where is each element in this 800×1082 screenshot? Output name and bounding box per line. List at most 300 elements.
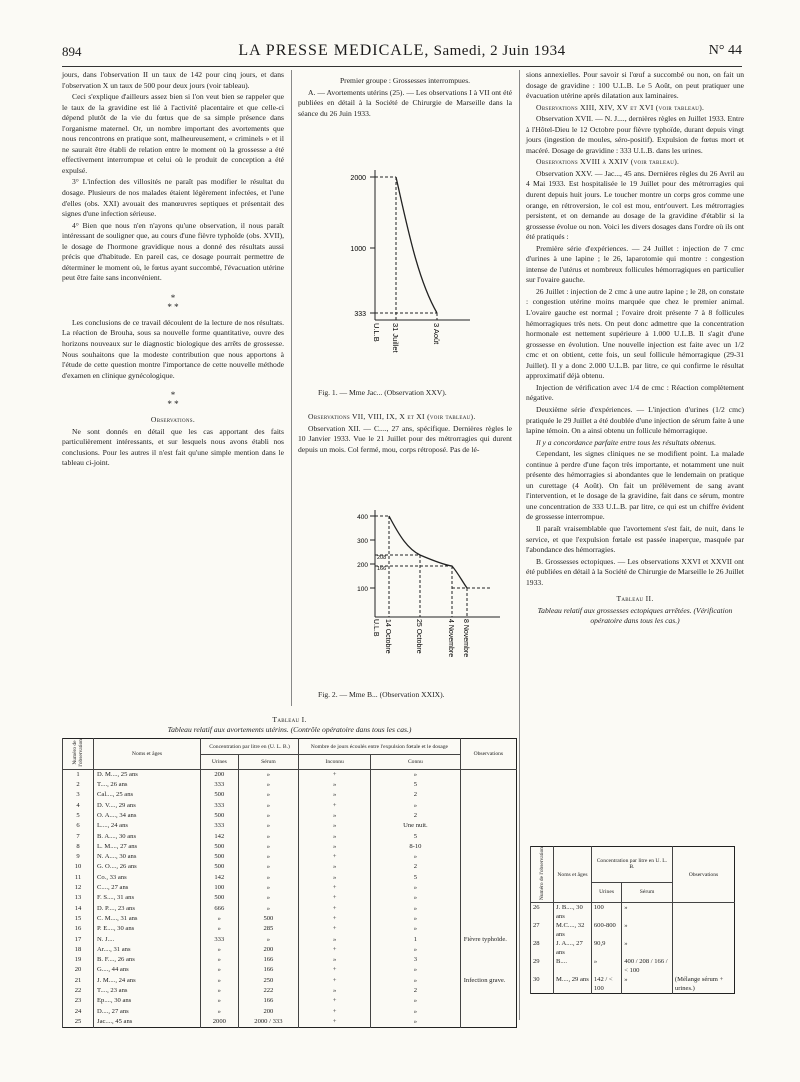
table-cell: [672, 903, 734, 922]
table-cell: C. M...., 31 ans: [94, 914, 201, 924]
table-cell: Co., 33 ans: [94, 873, 201, 883]
paragraph: Première série d'expériences. — 24 Juillet : injection de 7 cmc d'urines à une lapine ; le 26, laparotomie qui montre : congestion intense de l'utérus et nombreux follicules hémorragiques en particulier sur l'ovaire gauche.: [526, 243, 744, 285]
paragraph: Il paraît vraisemblable que l'avortement s'est fait, de nuit, dans le service, et que l'expulsion fœtale est passée inaperçue, masquée par l'abondance des hémorragies.: [526, 523, 744, 555]
table-cell: »: [299, 821, 371, 831]
table-cell: 22: [63, 986, 94, 996]
table-cell: +: [299, 903, 371, 913]
column-header: Connu: [371, 755, 461, 769]
table-cell: +: [299, 893, 371, 903]
table-cell: 18: [63, 945, 94, 955]
table-cell: [460, 790, 516, 800]
table-cell: »: [201, 945, 239, 955]
table-cell: »: [238, 883, 299, 893]
table-cell: 285: [238, 924, 299, 934]
table-cell: [672, 957, 734, 975]
table-row: [63, 903, 517, 913]
table-cell: 333: [201, 934, 239, 944]
table-cell: 8: [63, 842, 94, 852]
column-divider: [519, 70, 520, 1020]
table-cell: Ep...., 30 ans: [94, 996, 201, 1006]
table-cell: »: [371, 945, 461, 955]
table-cell: »: [201, 986, 239, 996]
table-cell: 142 / < 100: [591, 975, 621, 994]
table-row: [63, 986, 517, 996]
table-row: [63, 769, 517, 780]
table-cell: 5: [63, 811, 94, 821]
table-cell: 9: [63, 852, 94, 862]
table-row: [63, 811, 517, 821]
table-cell: 200: [238, 1006, 299, 1016]
paragraph: jours, dans l'observation II un taux de 142 pour cinq jours, et dans l'observation X un taux de 500 pour deux jours (voir tableau).: [62, 70, 284, 90]
paragraph: B. Grossesses ectopiques. — Les observations XXVI et XXVII ont été publiées en détail à la Société de Chirurgie de Marseille le 26 Juillet 1933.: [526, 556, 744, 587]
column-header: Noms et âges: [94, 739, 201, 770]
table-cell: 100: [591, 903, 621, 922]
table-row: [63, 821, 517, 831]
table-cell: 500: [201, 893, 239, 903]
table-cell: [460, 831, 516, 841]
table-cell: »: [238, 842, 299, 852]
table-cell: D. P...., 23 ans: [94, 903, 201, 913]
table-cell: [460, 945, 516, 955]
table-cell: 400 / 208 / 166 / < 100: [622, 957, 673, 975]
table-row: [63, 965, 517, 975]
table-cell: »: [299, 842, 371, 852]
table-row: [63, 852, 517, 862]
table-cell: T...., 26 ans: [94, 780, 201, 790]
table-cell: 16: [63, 924, 94, 934]
table-cell: »: [299, 811, 371, 821]
table-row: [63, 934, 517, 944]
table-cell: +: [299, 1006, 371, 1016]
column-divider: [291, 70, 292, 706]
table-cell: »: [371, 924, 461, 934]
table-row: [63, 873, 517, 883]
table-row: [531, 975, 735, 994]
table-cell: 26: [531, 903, 554, 922]
table-cell: 250: [238, 976, 299, 986]
table-row: [63, 790, 517, 800]
tick-label: 100: [357, 586, 368, 593]
table-cell: O. A...., 34 ans: [94, 811, 201, 821]
table-cell: [460, 986, 516, 996]
table-cell: [460, 852, 516, 862]
table-cell: +: [299, 924, 371, 934]
table-cell: [460, 914, 516, 924]
table-cell: »: [238, 852, 299, 862]
paragraph: Observations VII, VIII, IX, X et XI (voir tableau).: [308, 412, 476, 421]
column-3: [526, 70, 744, 628]
table-cell: 15: [63, 914, 94, 924]
table-cell: »: [238, 790, 299, 800]
table-cell: M...., 29 ans: [554, 975, 592, 994]
table-cell: »: [201, 955, 239, 965]
table-cell: Jac...., 45 ans: [94, 1017, 201, 1028]
table-cell: »: [238, 780, 299, 790]
table-cell: 500: [201, 842, 239, 852]
column-header: Nombre de jours écoulés entre l'expulsion fœtale et le dosage: [299, 739, 461, 755]
table-cell: »: [238, 903, 299, 913]
tick-label: 1000: [350, 246, 366, 253]
table-1-title: Tableau I. Tableau relatif aux avortements utérins. (Contrôle opératoire dans tous les cas.): [167, 715, 412, 734]
table-cell: B. A...., 30 ans: [94, 831, 201, 841]
tick-label: 300: [357, 538, 368, 545]
table-2-title: Tableau II.: [616, 594, 654, 604]
table-cell: 20: [63, 965, 94, 975]
section-title: Observations.: [150, 415, 196, 425]
table-cell: G...., 44 ans: [94, 965, 201, 975]
column-header: Observations: [672, 847, 734, 903]
tick-label: U.L.B: [372, 619, 379, 637]
table-cell: »: [371, 996, 461, 1006]
table-cell: »: [299, 790, 371, 800]
table-cell: 2: [63, 780, 94, 790]
table-cell: 333: [201, 780, 239, 790]
table-cell: [460, 821, 516, 831]
table-cell: 24: [63, 1006, 94, 1016]
table-cell: +: [299, 976, 371, 986]
paragraph: 4° Bien que nous n'en n'ayons qu'une observation, il nous paraît intéressant de souligner que, au cours d'une fièvre typhoïde (obs. XVII), le dosage de l'hormone gravidique nous a donné des résultats aussi précis que d'habitude. En pareil cas, ce dosage pourrait permettre de déterminer le moment où, le fœtus ayant succombé, l'évacuation utérine peut être faite sans inconvénient.: [62, 220, 284, 283]
table-cell: »: [201, 914, 239, 924]
table-cell: +: [299, 1017, 371, 1028]
table-cell: +: [299, 769, 371, 780]
page-header: [62, 42, 742, 64]
column-header: Concentration par litre en (U. L. B.): [201, 739, 299, 755]
table-cell: »: [299, 986, 371, 996]
column-header: Inconnu: [299, 755, 371, 769]
table-cell: »: [622, 975, 673, 994]
column-header: Urines: [201, 755, 239, 769]
paragraph: Injection de vérification avec 1/4 de cmc : Réaction complètement négative.: [526, 382, 744, 403]
table-cell: 28: [531, 939, 554, 957]
column-header: Sérum: [622, 882, 673, 902]
table-cell: [460, 801, 516, 811]
table-row: [63, 996, 517, 1006]
table-cell: »: [299, 934, 371, 944]
table-cell: »: [238, 862, 299, 872]
table-cell: [460, 1017, 516, 1028]
table-row: [63, 831, 517, 841]
table-cell: 29: [531, 957, 554, 975]
table-cell: »: [238, 873, 299, 883]
paragraph: Cependant, les signes cliniques ne se modifient point. La malade continue à perdre d'une façon très importante, et notamment une nuit présente des hémorragies si abondantes que le lendemain on pratique un curettage (4 Août). On fait un prélèvement de sang avant l'intervention, et le dosage de la gravidine, fait dans ce sérum, montre une concentration de 333 U.L.B. par litre, ce qui est un chiffre évident de grossesse interrompue.: [526, 449, 744, 522]
column-header: Numéro de l'observation: [531, 847, 554, 903]
table-cell: 10: [63, 862, 94, 872]
table-cell: »: [371, 1006, 461, 1016]
table-cell: 90,9: [591, 939, 621, 957]
table-cell: B....: [554, 957, 592, 975]
figure-caption: Fig. 2. — Mme B... (Observation XXIX).: [318, 690, 445, 699]
table-cell: J. A...., 27 ans: [554, 939, 592, 957]
table-cell: [460, 965, 516, 975]
table-row: [531, 939, 735, 957]
table-cell: N. A...., 30 ans: [94, 852, 201, 862]
column-1: [62, 70, 284, 470]
table-cell: 166: [238, 965, 299, 975]
table-row: [63, 780, 517, 790]
table-cell: 3: [63, 790, 94, 800]
tick-label: 25 Octobre: [415, 619, 422, 654]
table-cell: »: [299, 873, 371, 883]
table-cell: N. J....: [94, 934, 201, 944]
table-cell: 142: [201, 873, 239, 883]
table-cell: »: [371, 801, 461, 811]
table-cell: Ar...., 31 ans: [94, 945, 201, 955]
tick-label: 208: [377, 555, 387, 561]
table-cell: »: [238, 811, 299, 821]
tick-label: 2000: [350, 175, 366, 182]
table-cell: 1: [371, 934, 461, 944]
table-cell: Cal...., 25 ans: [94, 790, 201, 800]
paragraph: Observation XII. — C...., 27 ans, spécifique. Dernières règles le 10 Janvier 1933. Vue le 21 Juillet pour des métrorragies qui durent depuis un mois. Col fermé, mou, corps rétroposé. Pas de lé-: [298, 423, 512, 454]
table-cell: 7: [63, 831, 94, 841]
table-cell: [460, 955, 516, 965]
table-cell: »: [371, 769, 461, 780]
table-cell: 14: [63, 903, 94, 913]
table-row: [63, 945, 517, 955]
tick-label: 3 Août: [432, 323, 441, 345]
curve: [396, 177, 437, 313]
table-row: [63, 862, 517, 872]
table-cell: +: [299, 996, 371, 1006]
table-cell: »: [622, 921, 673, 939]
table-row: [63, 893, 517, 903]
table-cell: 2000: [201, 1017, 239, 1028]
tick-label: 8 Novembre: [462, 619, 469, 658]
table-cell: 222: [238, 986, 299, 996]
table-row: [63, 1006, 517, 1016]
table-cell: 27: [531, 921, 554, 939]
table-cell: T...., 23 ans: [94, 986, 201, 996]
table-cell: »: [201, 1006, 239, 1016]
table-cell: »: [201, 976, 239, 986]
figure-caption: Fig. 1. — Mme Jac... (Observation XXV).: [318, 388, 447, 397]
table-cell: C...., 27 ans: [94, 883, 201, 893]
table-cell: 30: [531, 975, 554, 994]
section-title: Premier groupe : Grossesses interrompues.: [339, 76, 471, 85]
table-row: [531, 921, 735, 939]
paragraph: sions annexielles. Pour savoir si l'œuf a succombé ou non, on fait un dosage de gravidine : 100 U.L.B. Le 5 Août, on peut pratiquer une évacuation utérine après dilatation aux laminaires.: [526, 70, 744, 101]
table-cell: [460, 1006, 516, 1016]
table-cell: »: [591, 957, 621, 975]
table-cell: 5: [371, 873, 461, 883]
table-cell: 666: [201, 903, 239, 913]
table-cell: 1: [63, 769, 94, 780]
table-cell: 3: [371, 955, 461, 965]
table-cell: [460, 996, 516, 1006]
table-cell: »: [238, 821, 299, 831]
table-cell: G. O...., 26 ans: [94, 862, 201, 872]
table-cell: »: [622, 903, 673, 922]
table-cell: 142: [201, 831, 239, 841]
tick-label: 333: [354, 311, 366, 318]
table-cell: »: [201, 965, 239, 975]
table-cell: D. M...., 25 ans: [94, 769, 201, 780]
column-2: [298, 70, 512, 120]
paragraph: Observations XVIII à XXIV (voir tableau).: [536, 157, 680, 167]
table-cell: 2000 / 333: [238, 1017, 299, 1028]
table-2-subtitle: Tableau relatif aux grossesses ectopiques arrêtées. (Vérification opératoire dans tous les cas.): [537, 605, 733, 626]
paragraph: Observation XXV. — Jac..., 45 ans. Dernières règles du 26 Avril au 4 Mai 1933. Est hospitalisée le 19 Juillet pour des métrorragies qui durent depuis huit jours. Le toucher montre un corps gros comme une orange, en rétroversion, le col est mou, entr'ouvert. Les métrorragies persistent, et on demande au dosage de la gravidine d'établir si la grossesse évolue ou non. Voici les divers dosages dans l'ordre où ils ont été pratiqués :: [526, 168, 744, 242]
tick-label: 14 Octobre: [384, 619, 391, 654]
column-header: Noms et âges: [554, 847, 592, 903]
table-cell: J. M...., 24 ans: [94, 976, 201, 986]
table-cell: +: [299, 883, 371, 893]
table-cell: 500: [201, 852, 239, 862]
table-cell: [460, 780, 516, 790]
table-cell: 500: [201, 811, 239, 821]
table-cell: »: [299, 862, 371, 872]
table-1: [62, 738, 517, 1028]
table-cell: D. V...., 29 ans: [94, 801, 201, 811]
table-cell: »: [371, 893, 461, 903]
table-row: [63, 976, 517, 986]
journal-title: LA PRESSE MEDICALE, Samedi, 2 Juin 1934: [238, 42, 566, 59]
table-cell: +: [299, 945, 371, 955]
table-cell: Fièvre typhoïde.: [460, 934, 516, 944]
table-cell: D...., 27 ans: [94, 1006, 201, 1016]
paragraph: Il y a concordance parfaite entre tous les résultats obtenus.: [536, 437, 716, 447]
page-number: 894: [62, 44, 82, 59]
paragraph: Deuxième série d'expériences. — L'injection d'urines (1/2 cmc) pratiquée le 29 Juillet a été doublée d'une injection de sérum faite à une lapine témoin. On a ainsi obtenu un follicule hémorragique.: [526, 404, 744, 436]
table-cell: »: [201, 996, 239, 1006]
table-cell: [460, 862, 516, 872]
column-2-lower: [298, 412, 512, 456]
table-cell: »: [371, 903, 461, 913]
paragraph: 26 Juillet : injection de 2 cmc à une autre lapine ; le 28, on constate : congestion utérine moins marquée que chez le premier animal. L'ovaire gauche est normal ; l'ovaire droit présente 7 à 8 follicules hémorragiques très nets. On peut donc admettre que la concentration hormonale est nettement supérieure à 1.000 U.L.B. Il s'agit d'une grossesse en évolution. Une nouvelle injection est faite avec un 1/2 cmc et on obtient, cette fois, un seul follicule hémorragique (29-31 Juillet). Il y a donc 2.000 U.L.B. par litre, ce qui confirme le résultat approximatif déjà obtenu.: [526, 286, 744, 381]
table-row: [63, 883, 517, 893]
table-cell: [460, 811, 516, 821]
table-cell: 166: [238, 996, 299, 1006]
table-cell: [460, 883, 516, 893]
figure-2-chart: [330, 505, 510, 667]
table-cell: P. E...., 30 ans: [94, 924, 201, 934]
tick-label: 400: [357, 514, 368, 521]
figure-1-chart: [330, 160, 480, 382]
table-row: [63, 842, 517, 852]
table-cell: »: [299, 780, 371, 790]
tick-label: 31 Juillet: [391, 323, 400, 353]
table-cell: L...., 24 ans: [94, 821, 201, 831]
table-cell: 5: [371, 780, 461, 790]
table-cell: [672, 921, 734, 939]
paragraph: Observation XVII. — N. J...., dernières règles en Juillet 1933. Entre à l'Hôtel-Dieu le 12 Octobre pour fièvre typhoïde, durant depuis vingt jours (ingestion de moules, séro-positif). Expulsion de fœtus mort et macéré. Dosage de gravidine : 333 U.L.B. dans les urines.: [526, 114, 744, 155]
column-header: Observations: [460, 739, 516, 770]
table-cell: 600-800: [591, 921, 621, 939]
table-cell: 500: [201, 790, 239, 800]
table-row: [63, 955, 517, 965]
table-cell: »: [299, 955, 371, 965]
table-cell: 100: [201, 883, 239, 893]
table-cell: 166: [238, 955, 299, 965]
paragraph: Les conclusions de ce travail découlent de la lecture de nos résultats. La réaction de Brouha, sous sa nouvelle forme quantitative, ouvre des horizons nouveaux sur le diagnostic biologique des arrêts de grossesse. Nous souhaitons que la modeste contribution que nous apportons à l'étude de cette question montre l'importance de cette nouvelle méthode d'examen en clinique gynécologique.: [62, 317, 284, 380]
table-cell: »: [371, 965, 461, 975]
table-cell: 23: [63, 996, 94, 1006]
table-cell: 500: [238, 914, 299, 924]
table-cell: »: [238, 893, 299, 903]
table-cell: 2: [371, 811, 461, 821]
table-cell: +: [299, 852, 371, 862]
tick-label: 166: [377, 566, 387, 572]
table-cell: [460, 873, 516, 883]
table-cell: L. M...., 27 ans: [94, 842, 201, 852]
table-cell: 2: [371, 790, 461, 800]
table-cell: 17: [63, 934, 94, 944]
table-cell: B. F...., 26 ans: [94, 955, 201, 965]
table-cell: 19: [63, 955, 94, 965]
table-cell: 2: [371, 986, 461, 996]
table-cell: [460, 893, 516, 903]
paragraph: Ne sont donnés en détail que les cas apportant des faits particulièrement intéressants, et sur lesquels nous avons établi nos conclusions. Pour les autres il n'est fait qu'une simple mention dans le tableau ci-joint.: [62, 426, 284, 468]
table-cell: [460, 903, 516, 913]
table-cell: Infection grave.: [460, 976, 516, 986]
header-rule: [62, 66, 742, 67]
table-cell: +: [299, 965, 371, 975]
table-cell: »: [371, 976, 461, 986]
column-header: Urines: [591, 882, 621, 902]
table-cell: (Mélange sérum + urines.): [672, 975, 734, 994]
table-cell: [460, 769, 516, 780]
section-separator: * * *: [167, 292, 179, 312]
issue-number: N° 44: [708, 43, 742, 58]
table-cell: 12: [63, 883, 94, 893]
table-cell: +: [299, 801, 371, 811]
table-cell: »: [238, 831, 299, 841]
table-row: [63, 1017, 517, 1028]
table-cell: 5: [371, 831, 461, 841]
table-cell: 500: [201, 862, 239, 872]
table-cell: M.C...., 32 ans: [554, 921, 592, 939]
table-cell: 11: [63, 873, 94, 883]
table-cell: 21: [63, 976, 94, 986]
tick-label: 200: [357, 562, 368, 569]
table-cell: »: [371, 914, 461, 924]
paragraph: Observations XIII, XIV, XV et XVI (voir tableau).: [536, 102, 705, 112]
section-separator: * * *: [167, 390, 179, 410]
tick-label: U.L.B: [372, 323, 381, 342]
table-cell: 25: [63, 1017, 94, 1028]
table-cell: »: [371, 1017, 461, 1028]
table-cell: 333: [201, 821, 239, 831]
table-cell: »: [238, 934, 299, 944]
paragraph: Ceci s'explique d'ailleurs assez bien si l'on veut bien se rappeler que le taux de la gravidine est lié à l'activité placentaire et que celle-ci dépend plutôt de la vie du fœtus que de sa simple présence dans l'organisme maternel. Or, un nombre important des avortements que nous rencontrons en pratique sont, malheureusement, « criminels » et il ne saurait être établi de relation entre le moment où la grossesse a été effectivement interrompue et celui où le produit de conception a été expulsé.: [62, 92, 284, 175]
table-cell: 333: [201, 801, 239, 811]
table-cell: 4: [63, 801, 94, 811]
table-cell: 2: [371, 862, 461, 872]
table-row: [63, 914, 517, 924]
table-cell: »: [371, 883, 461, 893]
table-cell: »: [622, 939, 673, 957]
table-cell: [460, 924, 516, 934]
paragraph: A. — Avortements utérins (25). — Les observations I à VII ont été publiées en détail à la Société de Chirurgie de Marseille dans la séance du 26 Juin 1933.: [298, 87, 512, 118]
table-cell: »: [238, 769, 299, 780]
table-cell: »: [299, 831, 371, 841]
table-cell: 200: [201, 769, 239, 780]
table-cell: [672, 939, 734, 957]
table-cell: Une nuit.: [371, 821, 461, 831]
table-cell: [460, 842, 516, 852]
tick-label: 4 Novembre: [447, 619, 454, 658]
table-cell: F. S...., 31 ans: [94, 893, 201, 903]
table-2: [530, 846, 735, 994]
table-cell: 13: [63, 893, 94, 903]
column-header: Sérum: [238, 755, 299, 769]
table-cell: »: [201, 924, 239, 934]
table-row: [63, 924, 517, 934]
paragraph: 3° L'infection des villosités ne paraît pas modifier le résultat du dosage. Plusieurs de nos malades étaient légèrement infectées, et l'une d'elles (obs. XXI) avouait des manœuvres septiques et présentait des signes d'une infection sérieuse.: [62, 177, 284, 219]
table-cell: J. B...., 30 ans: [554, 903, 592, 922]
table-cell: +: [299, 914, 371, 924]
table-row: [63, 801, 517, 811]
